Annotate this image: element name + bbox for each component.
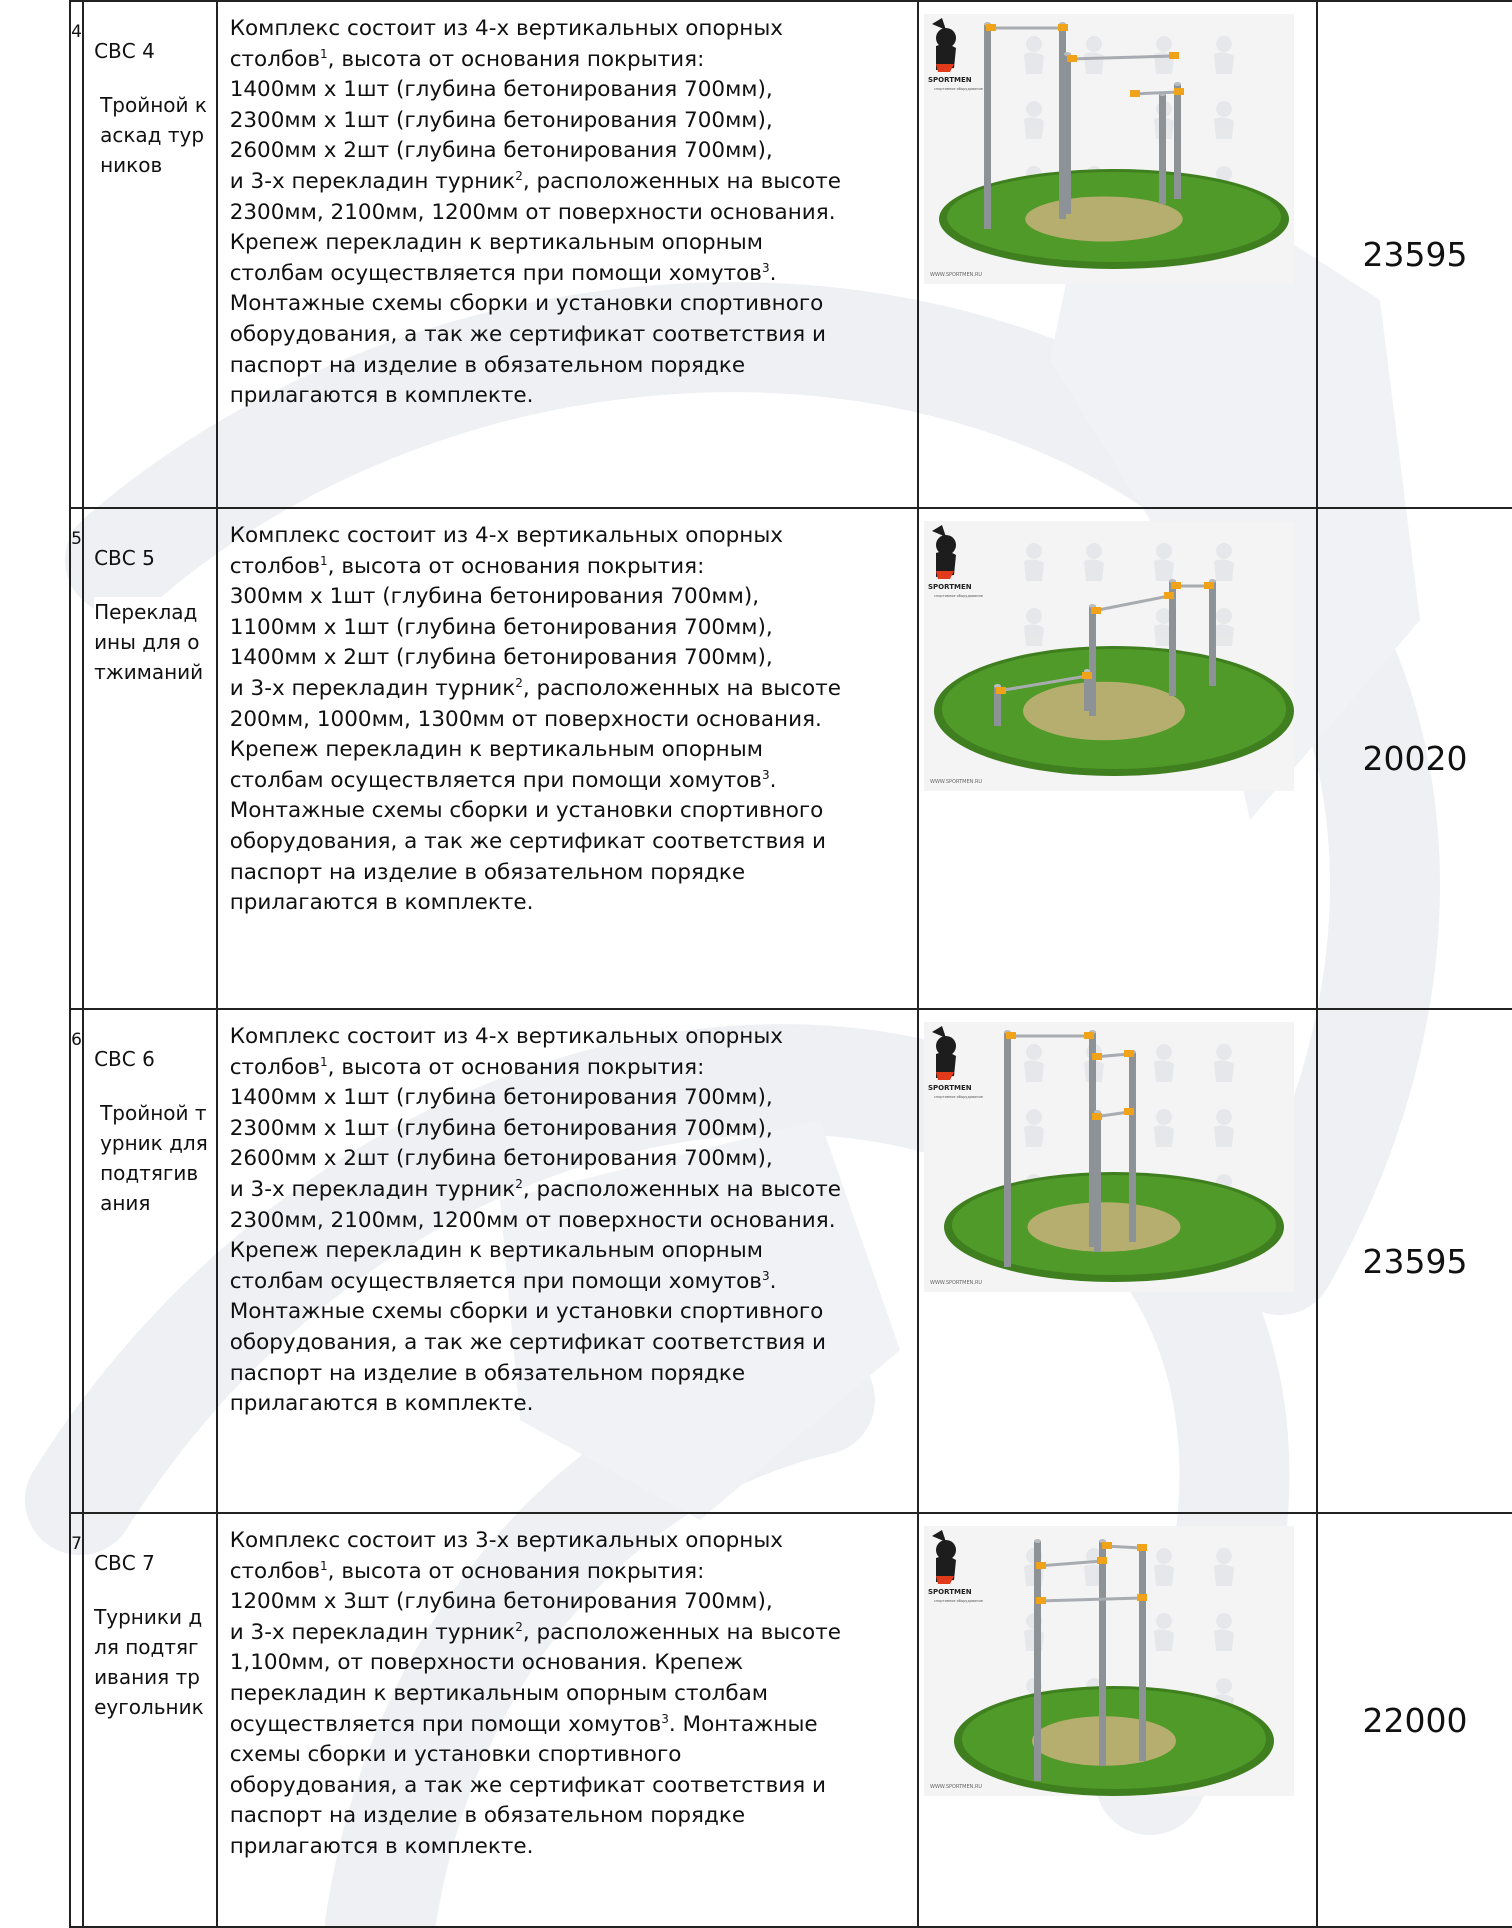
desc-line: 1400мм х 1шт (глубина бетонирования 700мм),	[229, 77, 773, 103]
product-code-cell	[83, 508, 217, 1009]
desc-line: Монтажные схемы сборки и установки спортивного	[229, 291, 824, 317]
desc-line: 300мм х 1шт (глубина бетонирования 700мм),	[229, 584, 760, 610]
footnote-ref: 3	[761, 1268, 770, 1283]
desc-line: оборудования, а так же сертификат соответствия и	[229, 828, 826, 854]
equipment-photo	[924, 521, 1294, 791]
desc-line: 2300мм, 2100мм, 1200мм от поверхности основания.	[229, 199, 836, 225]
desc-line: схемы сборки и установки спортивного	[229, 1742, 682, 1768]
logo-text: SPORTMEN	[928, 76, 972, 84]
product-code-cell	[83, 1009, 217, 1513]
desc-line: столбов$^1$, высота от основания покрытия:	[229, 553, 705, 579]
desc-line: паспорт на изделие в обязательном порядке	[229, 1360, 746, 1386]
description-cell	[217, 1, 918, 508]
row-number: 5	[70, 508, 83, 1009]
desc-line: и 3-х перекладин турник$^2$, расположенных на высоте	[229, 675, 841, 701]
table-row	[70, 1, 1512, 508]
image-cell	[918, 1513, 1317, 1927]
desc-line: столбам осуществляется при помощи хомутов$^3$.	[229, 260, 777, 286]
desc-line: прилагаются в комплекте.	[229, 1391, 534, 1417]
desc-line: столбов$^1$, высота от основания покрытия:	[229, 1054, 705, 1080]
logo-text: SPORTMEN	[928, 583, 972, 591]
desc-line: 2600мм х 2шт (глубина бетонирования 700мм),	[229, 138, 773, 164]
row-number: 6	[70, 1009, 83, 1513]
desc-line: паспорт на изделие в обязательном порядке	[229, 352, 746, 378]
desc-line: перекладин к вертикальным опорным столбам	[229, 1680, 769, 1706]
row-number: 7	[70, 1513, 83, 1927]
equipment-photo	[924, 1526, 1294, 1796]
logo-subtext: спортивное оборудование	[934, 594, 983, 598]
product-description	[218, 1514, 917, 1873]
footnote-ref: 3	[661, 1711, 669, 1726]
desc-line: 2300мм, 2100мм, 1200мм от поверхности основания.	[229, 1207, 836, 1233]
desc-line: и 3-х перекладин турник$^2$, расположенных на высоте	[229, 1176, 841, 1202]
product-description	[218, 1010, 917, 1430]
desc-line: 1100мм х 1шт (глубина бетонирования 700мм),	[229, 614, 773, 640]
product-price: 23595	[1317, 1, 1512, 508]
footnote-ref: 1	[320, 553, 328, 568]
desc-line: 1,100мм, от поверхности основания. Крепеж	[229, 1650, 744, 1676]
description-cell	[217, 1513, 918, 1927]
site-text: WWW.SPORTMEN.RU	[930, 272, 983, 278]
desc-line: оборудования, а так же сертификат соответствия и	[229, 1772, 826, 1798]
product-name: Тройной каскад турников	[94, 90, 210, 180]
logo-subtext: спортивное оборудование	[934, 1599, 983, 1603]
footnote-ref: 1	[320, 46, 328, 61]
desc-line: Крепеж перекладин к вертикальным опорным	[229, 737, 763, 763]
footnote-ref: 2	[515, 1619, 523, 1634]
product-price: 22000	[1317, 1513, 1512, 1927]
row-number: 4	[70, 1, 83, 508]
equipment-photo	[924, 1022, 1294, 1292]
desc-line: и 3-х перекладин турник$^2$, расположенных на высоте	[229, 1619, 841, 1645]
desc-line: Комплекс состоит из 4-х вертикальных опорных	[229, 16, 784, 41]
table-row	[70, 508, 1512, 1009]
footnote-ref: 2	[515, 1176, 523, 1191]
site-text: WWW.SPORTMEN.RU	[930, 1280, 983, 1286]
footnote-ref: 1	[320, 1558, 328, 1573]
desc-line: Комплекс состоит из 4-х вертикальных опорных	[229, 523, 784, 548]
desc-line: Монтажные схемы сборки и установки спортивного	[229, 798, 824, 824]
image-cell	[918, 1009, 1317, 1513]
product-code: СВС 7	[94, 1551, 155, 1575]
logo-text: SPORTMEN	[928, 1588, 972, 1596]
product-name: Турники для подтягивания треугольник	[94, 1602, 210, 1722]
desc-line: оборудования, а так же сертификат соответствия и	[229, 321, 826, 347]
desc-line: паспорт на изделие в обязательном порядке	[229, 859, 746, 885]
desc-line: Комплекс состоит из 4-х вертикальных опорных	[229, 1024, 784, 1049]
desc-line: паспорт на изделие в обязательном порядке	[229, 1803, 746, 1829]
product-code-cell	[83, 1513, 217, 1927]
desc-line: Крепеж перекладин к вертикальным опорным	[229, 1238, 763, 1264]
product-code: СВС 4	[94, 39, 155, 63]
desc-line: осуществляется при помощи хомутов$^3$. Монтажные	[229, 1711, 818, 1737]
footnote-ref: 1	[320, 1054, 328, 1069]
desc-line: прилагаются в комплекте.	[229, 1833, 534, 1859]
desc-line: Монтажные схемы сборки и установки спортивного	[229, 1299, 824, 1325]
table-row	[70, 1513, 1512, 1927]
desc-line: 1400мм х 1шт (глубина бетонирования 700мм),	[229, 1085, 773, 1111]
product-code: СВС 5	[94, 546, 155, 570]
site-text: WWW.SPORTMEN.RU	[930, 1784, 983, 1790]
desc-line: 1400мм х 2шт (глубина бетонирования 700мм),	[229, 645, 773, 671]
product-description	[218, 2, 917, 422]
logo-subtext: спортивное оборудование	[934, 87, 983, 91]
product-price: 23595	[1317, 1009, 1512, 1513]
desc-line: столбам осуществляется при помощи хомутов$^3$.	[229, 767, 777, 793]
desc-line: оборудования, а так же сертификат соответствия и	[229, 1329, 826, 1355]
desc-line: столбам осуществляется при помощи хомутов$^3$.	[229, 1268, 777, 1294]
desc-line: 2600мм х 2шт (глубина бетонирования 700мм),	[229, 1146, 773, 1172]
product-description	[218, 509, 917, 929]
site-text: WWW.SPORTMEN.RU	[930, 779, 983, 785]
desc-line: прилагаются в комплекте.	[229, 890, 534, 916]
footnote-ref: 2	[515, 675, 523, 690]
desc-line: 200мм, 1000мм, 1300мм от поверхности основания.	[229, 706, 822, 732]
footnote-ref: 3	[761, 767, 770, 782]
table-row	[70, 1009, 1512, 1513]
product-code: СВС 6	[94, 1047, 155, 1071]
footnote-ref: 3	[761, 260, 770, 275]
desc-line: столбов$^1$, высота от основания покрытия:	[229, 1558, 705, 1584]
description-cell	[217, 1009, 918, 1513]
equipment-catalog-table	[69, 0, 1512, 1928]
desc-line: столбов$^1$, высота от основания покрытия:	[229, 46, 705, 72]
product-code-cell	[83, 1, 217, 508]
product-name: Перекладины для отжиманий	[94, 597, 210, 687]
desc-line: 2300мм х 1шт (глубина бетонирования 700мм),	[229, 107, 773, 133]
desc-line: 1200мм х 3шт (глубина бетонирования 700мм),	[229, 1589, 773, 1615]
desc-line: и 3-х перекладин турник$^2$, расположенных на высоте	[229, 168, 841, 194]
desc-line: прилагаются в комплекте.	[229, 383, 534, 409]
description-cell	[217, 508, 918, 1009]
footnote-ref: 2	[515, 168, 523, 183]
desc-line: Крепеж перекладин к вертикальным опорным	[229, 230, 763, 256]
logo-text: SPORTMEN	[928, 1084, 972, 1092]
equipment-photo	[924, 14, 1294, 284]
desc-line: 2300мм х 1шт (глубина бетонирования 700мм),	[229, 1115, 773, 1141]
product-price: 20020	[1317, 508, 1512, 1009]
logo-subtext: спортивное оборудование	[934, 1095, 983, 1099]
desc-line: Комплекс состоит из 3-х вертикальных опорных	[229, 1528, 784, 1553]
image-cell	[918, 1, 1317, 508]
product-name: Тройной турник для подтягивания	[94, 1098, 210, 1218]
image-cell	[918, 508, 1317, 1009]
